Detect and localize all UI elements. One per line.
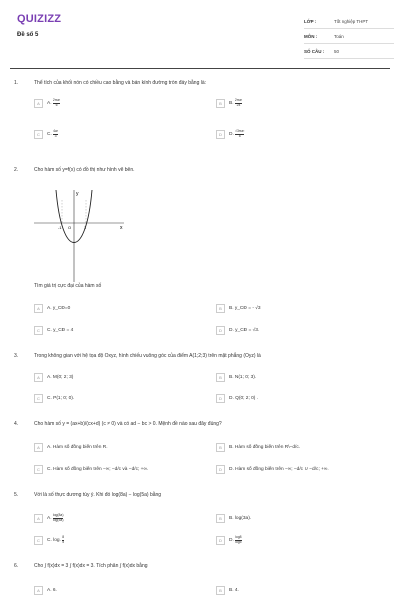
function-graph <box>34 190 124 282</box>
question-text: Cho ∫ f(x)dx = 3 ∫ f(x)dx = 3. Tích phân ∫ f(x)dx bằng <box>34 563 148 569</box>
meta-row-class: LỚP : Tốt nghiệp THPT <box>304 14 394 29</box>
option-2c[interactable]: C C. y_CĐ = 4 <box>34 326 73 335</box>
tick-label: -1 <box>58 225 62 230</box>
header-divider <box>10 68 390 69</box>
meta-row-count: SỐ CÂU : 50 <box>304 44 394 59</box>
question-text: Với là số thực dương tùy ý. Khi đó log(8a) − log(5a) bằng <box>34 492 162 498</box>
question-text: Cho hàm số y=f(x) có đồ thị như hình vẽ bên. <box>34 167 135 173</box>
option-2a[interactable]: A A. y_CĐ=0 <box>34 304 70 313</box>
fraction: $\frac{\log(8a)}{\log(5a)}$ <box>52 513 64 522</box>
question-text: Trong không gian với hệ tọa độ Oxyz, hình chiếu vuông góc của điểm A(1;2;3) trên mặt phẳng (Oyz) là <box>34 353 261 359</box>
origin-label: O <box>68 225 72 230</box>
option-5b[interactable]: B B. log(3a). <box>216 514 251 523</box>
fraction: $\frac{\text{2πa³}}{6}$ <box>52 98 61 107</box>
meta-row-subject: MÔN : Toán <box>304 29 394 44</box>
x-label: x <box>120 225 123 231</box>
fraction: $\frac{8}{5}$ <box>62 535 65 544</box>
option-5a[interactable]: A A. $\frac{\log(8a)}{\log(5a)}$ <box>34 514 63 523</box>
question-text: Cho hàm số y = (ax+b)/(cx+d) (c ≠ 0) và có ad − bc > 0. Mệnh đề nào sau đây đúng? <box>34 421 222 427</box>
option-3d[interactable]: D D. Q(0; 2; 0) . <box>216 394 258 403</box>
option-4d[interactable]: D D. Hàm số đồng biến trên −∞; −d/c ∪ −d/c; +∞. <box>216 465 329 474</box>
option-1b[interactable]: B B. $\frac{\text{2πa³}}{24}$ <box>216 99 242 108</box>
option-4b[interactable]: B B. Hàm số đồng biến trên R\−d/c. <box>216 443 300 452</box>
fraction: $\frac{\text{4a³}}{3}$ <box>53 129 59 138</box>
option-6b[interactable]: B B. 4. <box>216 586 239 595</box>
option-3c[interactable]: C C. P(1; 0; 0). <box>34 394 74 403</box>
option-1d[interactable]: D D. $\frac{\text{√3πa³}}{8}$ <box>216 130 244 139</box>
option-6a[interactable]: A A. 6. <box>34 586 57 595</box>
option-4c[interactable]: C C. Hàm số đồng biến trên −∞; −d/c và −d/c; +∞. <box>34 465 148 474</box>
option-1a[interactable]: A A. $\frac{\text{2πa³}}{6}$ <box>34 99 60 108</box>
option-2d[interactable]: D D. y_CĐ = √3. <box>216 326 259 335</box>
question-text: Thể tích của khối nón có chiều cao bằng và bán kính đường tròn đáy bằng là: <box>34 80 207 86</box>
quizizz-logo: QUIZIZZ <box>17 13 62 25</box>
option-5c[interactable]: C C. log. $\frac{8}{5}$ <box>34 536 64 545</box>
fraction: $\frac{\text{2πa³}}{24}$ <box>234 98 243 107</box>
option-3b[interactable]: B B. N(1; 0; 3). <box>216 373 256 382</box>
option-4a[interactable]: A A. Hàm số đồng biến trên R. <box>34 443 108 452</box>
question-number: 1. <box>14 80 19 86</box>
fraction: $\frac{\log 8}{\log 5}$ <box>235 535 242 544</box>
option-2b[interactable]: B B. y_CĐ = - √3 <box>216 304 261 313</box>
tick-label: 1 <box>84 225 87 230</box>
meta-table <box>304 14 394 59</box>
fraction: $\frac{\text{√3πa³}}{8}$ <box>235 129 245 138</box>
y-label: y <box>76 191 79 197</box>
page-title: Đề số 5 <box>17 32 39 38</box>
option-3a[interactable]: A A. M(0; 2; 3) <box>34 373 73 382</box>
option-5d[interactable]: D D. $\frac{\log 8}{\log 5}$ <box>216 536 242 545</box>
option-1c[interactable]: C C. $\frac{\text{4a³}}{3}$ <box>34 130 58 139</box>
